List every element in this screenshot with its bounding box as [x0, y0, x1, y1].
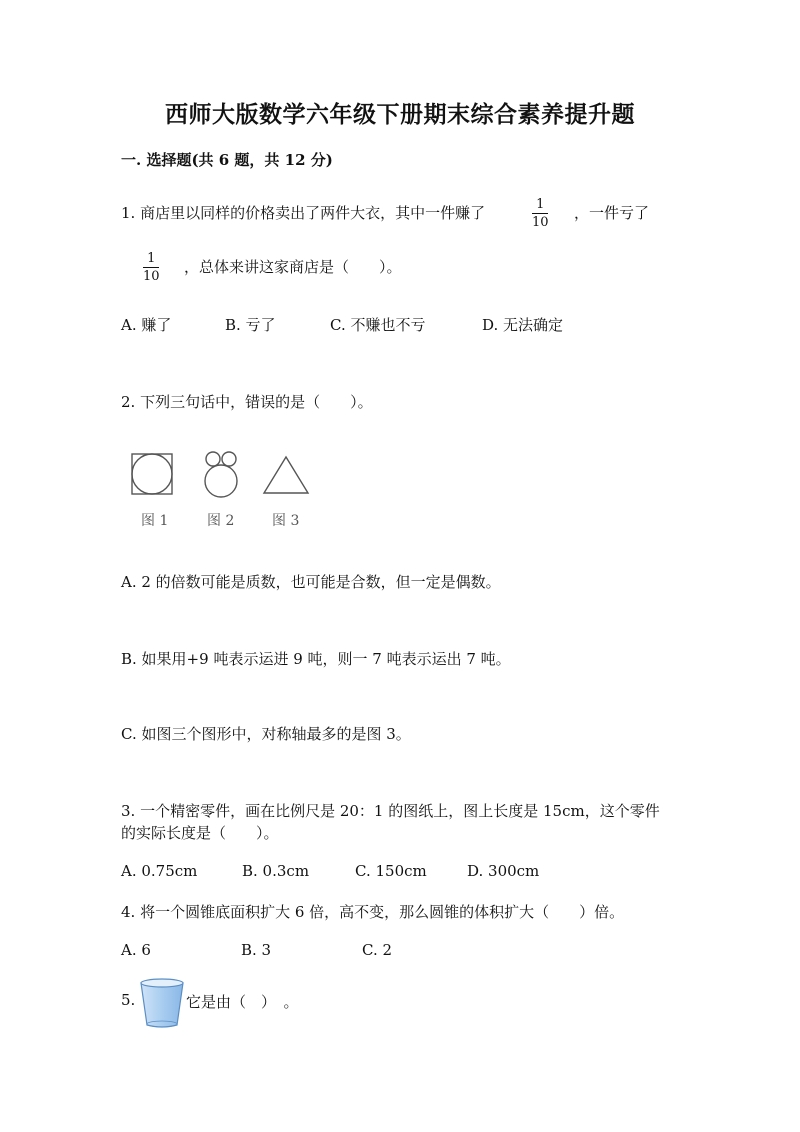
q4-option-c: C. 2	[362, 941, 393, 959]
figure-1-circle	[132, 454, 172, 494]
q3-stem-line1: 3. 一个精密零件，画在比例尺是 20：1 的图纸上，图上长度是 15cm，这个零件	[121, 802, 660, 820]
q2-option-c: C. 如图三个图形中，对称轴最多的是图 3。	[121, 725, 411, 743]
page-title: 西师大版数学六年级下册期末综合素养提升题	[165, 101, 635, 128]
fraction-numerator: 1	[143, 252, 159, 268]
shape-figures-icon	[125, 448, 315, 508]
q1-option-a: A. 赚了	[121, 316, 172, 334]
fraction-denominator: 10	[143, 269, 160, 284]
section-heading: 一. 选择题(共 6 题，共 12 分)	[121, 151, 333, 169]
q1-stem-part1: 1. 商店里以同样的价格卖出了两件大衣，其中一件赚了	[121, 204, 486, 222]
figure-2-small-circle-right	[222, 452, 236, 466]
q1-stem-part2: ，一件亏了	[574, 204, 650, 222]
q3-option-d: D. 300cm	[467, 862, 540, 880]
q1-stem-part3: ，总体来讲这家商店是（ ）。	[184, 258, 402, 276]
q4-option-a: A. 6	[121, 941, 151, 959]
q2-figures	[125, 448, 315, 528]
figure-2-caption: 图 2	[207, 513, 235, 529]
figure-3-caption: 图 3	[272, 513, 300, 529]
q4-option-b: B. 3	[241, 941, 272, 959]
q4-stem: 4. 将一个圆锥底面积扩大 6 倍，高不变，那么圆锥的体积扩大（ ）倍。	[121, 903, 625, 921]
q3-stem-line2: 的实际长度是（ ）。	[121, 824, 279, 842]
q2-stem: 2. 下列三句话中，错误的是（ ）。	[121, 393, 373, 411]
q3-option-a: A. 0.75cm	[121, 862, 198, 880]
figure-1-caption: 图 1	[141, 513, 169, 529]
figure-3-triangle	[264, 457, 308, 493]
fraction-denominator: 10	[532, 215, 549, 230]
q1-option-b: B. 亏了	[225, 316, 276, 334]
fraction-numerator: 1	[532, 198, 548, 214]
q2-option-b: B. 如果用+9 吨表示运进 9 吨，则一 7 吨表示运出 7 吨。	[121, 650, 511, 668]
q1-option-c: C. 不赚也不亏	[330, 316, 426, 334]
q5-number: 5.	[121, 991, 136, 1009]
q1-fraction-2	[143, 252, 160, 283]
q2-option-a: A. 2 的倍数可能是质数，也可能是合数，但一定是偶数。	[121, 573, 501, 591]
q3-option-c: C. 150cm	[355, 862, 427, 880]
figure-2-large-circle	[205, 465, 237, 497]
q1-option-d: D. 无法确定	[482, 316, 564, 334]
figure-2-small-circle-left	[206, 452, 220, 466]
q5-stem: 它是由（ ） 。	[186, 993, 299, 1011]
q1-fraction-1	[532, 198, 549, 229]
paper-cup-icon	[138, 977, 186, 1033]
q3-option-b: B. 0.3cm	[242, 862, 310, 880]
